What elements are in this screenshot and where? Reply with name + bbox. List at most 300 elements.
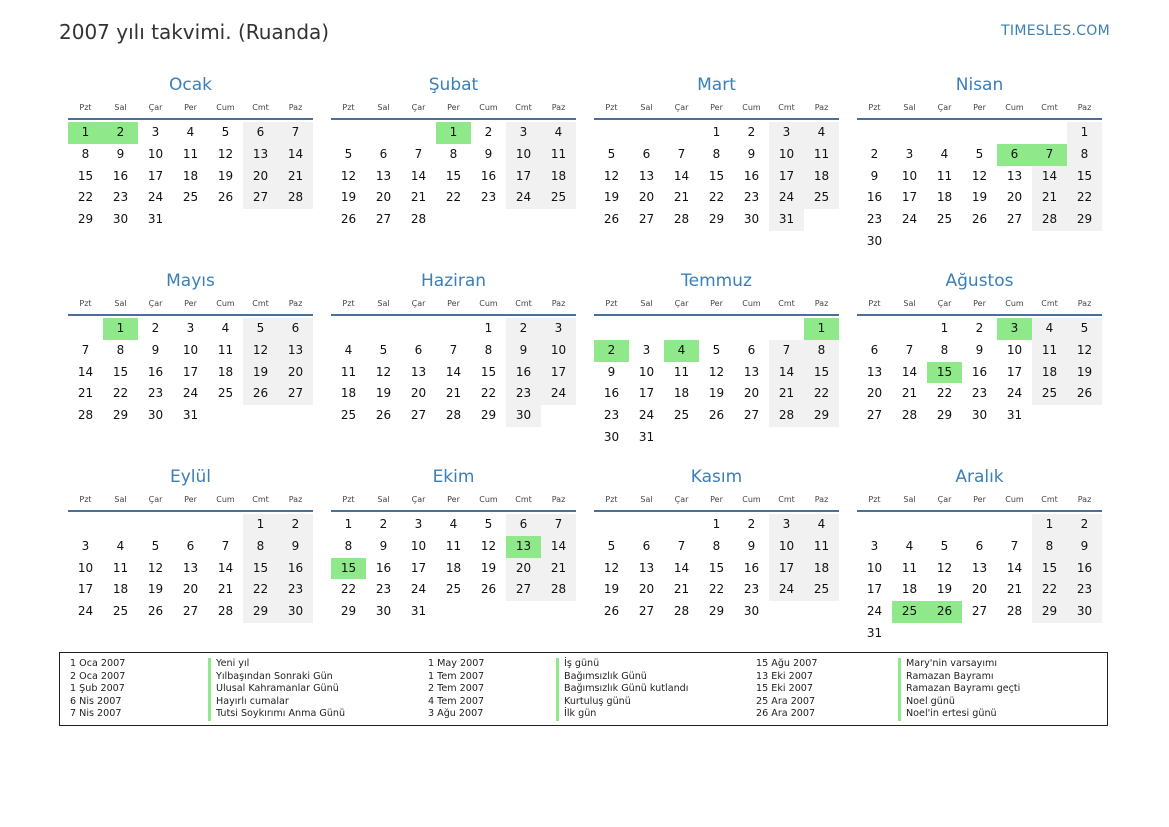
- day-cell: 2: [747, 125, 756, 139]
- day-cell: 30: [278, 601, 313, 623]
- empty-day-cell: [629, 514, 664, 536]
- holiday-name: Bağımsızlık Günü: [556, 671, 688, 684]
- empty-day-cell: [927, 122, 962, 144]
- holiday-day-cell: 2: [594, 340, 629, 362]
- day-cell: 8: [804, 340, 839, 362]
- weekday-label: Paz: [288, 103, 303, 112]
- day-cell: 5: [940, 538, 949, 553]
- day-cell: 10: [1006, 342, 1023, 357]
- day-cell: 18: [445, 560, 462, 575]
- day-cell: 21: [1032, 187, 1067, 209]
- day-cell: 7: [81, 342, 90, 357]
- holiday-name: Yeni yıl: [208, 658, 345, 671]
- day-cell: 1: [243, 514, 278, 536]
- day-cell: 19: [340, 190, 357, 205]
- weekday-label: Cum: [479, 495, 498, 504]
- weekday-label: Cmt: [515, 495, 532, 504]
- holiday-day-cell: 1: [103, 318, 138, 340]
- day-cell: 3: [642, 342, 651, 357]
- day-cell: 22: [340, 582, 357, 597]
- day-cell: 25: [804, 579, 839, 601]
- day-cell: 16: [147, 364, 164, 379]
- holiday-name: İş günü: [556, 658, 688, 671]
- day-cell: 27: [243, 187, 278, 209]
- weekday-label: Cum: [216, 103, 235, 112]
- day-cell: 8: [81, 146, 90, 161]
- holiday-date: 2 Tem 2007: [428, 683, 485, 695]
- day-cell: 14: [673, 168, 690, 183]
- day-cell: 5: [221, 125, 230, 139]
- day-cell: 11: [217, 342, 234, 357]
- weekday-header: [594, 293, 839, 316]
- day-cell: 19: [603, 190, 620, 205]
- weekday-label: Pzt: [79, 103, 92, 112]
- holiday-date: 3 Ağu 2007: [428, 708, 484, 720]
- weekday-label: Cum: [479, 103, 498, 112]
- day-cell: 27: [410, 408, 427, 423]
- weekday-label: Per: [447, 495, 460, 504]
- weekday-label: Cum: [479, 299, 498, 308]
- holiday-date: 1 May 2007: [428, 658, 485, 669]
- day-cell: 12: [603, 560, 620, 575]
- day-cell: 6: [747, 342, 756, 357]
- day-cell: 18: [804, 166, 839, 188]
- day-cell: 27: [278, 383, 313, 405]
- day-cell: 20: [866, 386, 883, 401]
- weekday-label: Pzt: [342, 103, 355, 112]
- day-cell: 15: [77, 168, 94, 183]
- day-cell: 10: [541, 340, 576, 362]
- day-cell: 12: [480, 538, 497, 553]
- weekday-label: Cmt: [1041, 299, 1058, 308]
- day-cell: 27: [638, 212, 655, 227]
- day-cell: 23: [1067, 579, 1102, 601]
- day-cell: 6: [414, 342, 423, 357]
- weekday-label: Sal: [114, 103, 127, 112]
- holiday-date: 15 Ağu 2007: [756, 658, 818, 669]
- empty-day-cell: [436, 318, 471, 340]
- day-cell: 30: [375, 604, 392, 619]
- day-cell: 11: [804, 144, 839, 166]
- day-cell: 9: [975, 342, 984, 357]
- day-cell: 6: [506, 514, 541, 536]
- day-cell: 3: [414, 517, 423, 531]
- day-cell: 20: [638, 190, 655, 205]
- weekday-label: Çar: [411, 103, 426, 112]
- empty-day-cell: [68, 514, 103, 536]
- month-calendar: [594, 73, 839, 253]
- legend-name-column: [898, 658, 1020, 721]
- day-cell: 19: [375, 386, 392, 401]
- holiday-day-cell: 26: [927, 601, 962, 623]
- empty-day-cell: [331, 122, 366, 144]
- day-cell: 5: [344, 146, 353, 161]
- day-cell: 1: [344, 517, 353, 531]
- day-cell: 23: [866, 212, 883, 227]
- day-cell: 8: [449, 146, 458, 161]
- holiday-date: 1 Tem 2007: [428, 670, 485, 682]
- day-cell: 28: [1032, 209, 1067, 231]
- day-cell: 11: [340, 364, 357, 379]
- day-cell: 5: [712, 342, 721, 357]
- day-cell: 17: [1006, 364, 1023, 379]
- empty-day-cell: [594, 318, 629, 340]
- day-cell: 15: [243, 558, 278, 580]
- weekday-label: Per: [710, 103, 723, 112]
- day-cell: 22: [936, 386, 953, 401]
- weekday-label: Sal: [377, 103, 390, 112]
- empty-day-cell: [892, 514, 927, 536]
- day-cell: 13: [182, 560, 199, 575]
- day-cell: 6: [642, 146, 651, 161]
- day-cell: 14: [410, 168, 427, 183]
- day-cell: 13: [971, 560, 988, 575]
- holiday-name: Ramazan Bayramı: [898, 671, 1020, 684]
- day-cell: 15: [708, 168, 725, 183]
- day-cell: 8: [712, 538, 721, 553]
- day-cell: 10: [866, 560, 883, 575]
- holiday-name: Ramazan Bayramı geçti: [898, 683, 1020, 696]
- day-cell: 24: [541, 383, 576, 405]
- day-cell: 18: [182, 168, 199, 183]
- day-cell: 25: [804, 187, 839, 209]
- day-cell: 19: [243, 362, 278, 384]
- brand-link[interactable]: TIMESLES.COM: [1001, 23, 1110, 39]
- day-cell: 20: [1006, 190, 1023, 205]
- day-cell: 9: [379, 538, 388, 553]
- day-cell: 30: [971, 408, 988, 423]
- day-cell: 23: [112, 190, 129, 205]
- day-cell: 25: [445, 582, 462, 597]
- day-cell: 11: [936, 168, 953, 183]
- weekday-label: Sal: [114, 495, 127, 504]
- day-cell: 3: [186, 321, 195, 335]
- day-cell: 24: [866, 604, 883, 619]
- month-name: Eylül: [169, 467, 212, 487]
- day-cell: 20: [506, 558, 541, 580]
- day-cell: 22: [77, 190, 94, 205]
- day-cell: 18: [804, 558, 839, 580]
- day-cell: 23: [278, 579, 313, 601]
- empty-day-cell: [138, 514, 173, 536]
- day-cell: 29: [708, 604, 725, 619]
- day-cell: 29: [243, 601, 278, 623]
- weekday-label: Cum: [216, 299, 235, 308]
- day-cell: 9: [506, 340, 541, 362]
- weekday-label: Sal: [640, 495, 653, 504]
- day-cell: 9: [484, 146, 493, 161]
- day-cell: 29: [1032, 601, 1067, 623]
- day-cell: 18: [673, 386, 690, 401]
- day-cell: 1: [712, 517, 721, 531]
- day-cell: 21: [1006, 582, 1023, 597]
- day-cell: 26: [147, 604, 164, 619]
- weekday-label: Pzt: [79, 495, 92, 504]
- day-cell: 22: [804, 383, 839, 405]
- day-cell: 11: [112, 560, 129, 575]
- day-cell: 14: [445, 364, 462, 379]
- day-cell: 8: [484, 342, 493, 357]
- holiday-day-cell: 3: [997, 318, 1032, 340]
- day-cell: 1: [1067, 122, 1102, 144]
- day-cell: 26: [603, 212, 620, 227]
- day-cell: 15: [445, 168, 462, 183]
- day-cell: 22: [480, 386, 497, 401]
- day-cell: 1: [940, 321, 949, 335]
- day-cell: 26: [971, 212, 988, 227]
- day-cell: 12: [708, 364, 725, 379]
- day-cell: 3: [81, 538, 90, 553]
- empty-day-cell: [664, 318, 699, 340]
- day-cell: 21: [278, 166, 313, 188]
- day-cell: 21: [541, 558, 576, 580]
- day-cell: 14: [901, 364, 918, 379]
- day-cell: 15: [112, 364, 129, 379]
- weekday-label: Pzt: [342, 299, 355, 308]
- day-cell: 13: [410, 364, 427, 379]
- day-cell: 29: [804, 405, 839, 427]
- month-calendar: [857, 73, 1102, 253]
- day-cell: 16: [603, 386, 620, 401]
- day-cell: 22: [1032, 579, 1067, 601]
- holiday-date: 26 Ara 2007: [756, 708, 816, 720]
- day-cell: 7: [677, 538, 686, 553]
- day-cell: 13: [375, 168, 392, 183]
- holiday-day-cell: 6: [997, 144, 1032, 166]
- month-name: Mart: [697, 75, 736, 95]
- days-grid: [857, 318, 1102, 427]
- days-grid: [331, 122, 576, 231]
- day-cell: 6: [642, 538, 651, 553]
- weekday-label: Cum: [1005, 103, 1024, 112]
- day-cell: 17: [866, 582, 883, 597]
- day-cell: 19: [1067, 362, 1102, 384]
- holiday-name: Kurtuluş günü: [556, 696, 688, 709]
- day-cell: 5: [379, 342, 388, 357]
- day-cell: 24: [77, 604, 94, 619]
- legend-date-column: [428, 658, 484, 721]
- day-cell: 17: [410, 560, 427, 575]
- day-cell: 21: [901, 386, 918, 401]
- legend-name-column: [556, 658, 688, 721]
- day-cell: 23: [506, 383, 541, 405]
- day-cell: 18: [541, 166, 576, 188]
- day-cell: 16: [480, 168, 497, 183]
- day-cell: 24: [901, 212, 918, 227]
- day-cell: 21: [445, 386, 462, 401]
- day-cell: 29: [112, 408, 129, 423]
- empty-day-cell: [962, 122, 997, 144]
- weekday-label: Per: [447, 299, 460, 308]
- day-cell: 12: [217, 146, 234, 161]
- day-cell: 3: [769, 122, 804, 144]
- day-cell: 2: [975, 321, 984, 335]
- holiday-day-cell: 1: [804, 318, 839, 340]
- empty-day-cell: [664, 514, 699, 536]
- day-cell: 14: [217, 560, 234, 575]
- day-cell: 12: [971, 168, 988, 183]
- day-cell: 23: [971, 386, 988, 401]
- day-cell: 6: [278, 318, 313, 340]
- empty-day-cell: [857, 122, 892, 144]
- weekday-label: Sal: [640, 299, 653, 308]
- day-cell: 24: [1006, 386, 1023, 401]
- day-cell: 7: [221, 538, 230, 553]
- day-cell: 8: [116, 342, 125, 357]
- day-cell: 29: [77, 212, 94, 227]
- day-cell: 23: [480, 190, 497, 205]
- day-cell: 22: [112, 386, 129, 401]
- legend-date-column: [70, 658, 125, 721]
- day-cell: 13: [638, 168, 655, 183]
- day-cell: 11: [673, 364, 690, 379]
- empty-day-cell: [962, 514, 997, 536]
- day-cell: 20: [182, 582, 199, 597]
- holiday-name: Noel'in ertesi günü: [898, 708, 1020, 721]
- day-cell: 14: [1032, 166, 1067, 188]
- day-cell: 29: [1067, 209, 1102, 231]
- weekday-label: Sal: [640, 103, 653, 112]
- day-cell: 23: [603, 408, 620, 423]
- day-cell: 25: [673, 408, 690, 423]
- day-cell: 18: [340, 386, 357, 401]
- weekday-label: Pzt: [868, 299, 881, 308]
- day-cell: 9: [747, 538, 756, 553]
- day-cell: 3: [769, 514, 804, 536]
- day-cell: 6: [870, 342, 879, 357]
- day-cell: 7: [905, 342, 914, 357]
- day-cell: 10: [769, 536, 804, 558]
- weekday-label: Çar: [148, 495, 163, 504]
- weekday-label: Paz: [551, 299, 566, 308]
- empty-day-cell: [664, 122, 699, 144]
- day-cell: 19: [708, 386, 725, 401]
- days-grid: [331, 318, 576, 427]
- day-cell: 2: [484, 125, 493, 139]
- day-cell: 9: [1067, 536, 1102, 558]
- day-cell: 19: [971, 190, 988, 205]
- day-cell: 17: [901, 190, 918, 205]
- weekday-label: Cum: [1005, 299, 1024, 308]
- day-cell: 8: [1067, 144, 1102, 166]
- weekday-label: Paz: [814, 103, 829, 112]
- weekday-label: Per: [184, 103, 197, 112]
- day-cell: 24: [769, 579, 804, 601]
- weekday-label: Paz: [1077, 299, 1092, 308]
- day-cell: 16: [506, 362, 541, 384]
- empty-day-cell: [857, 318, 892, 340]
- calendar-grid: [68, 73, 1102, 645]
- month-name: Şubat: [428, 75, 479, 95]
- holiday-day-cell: 4: [664, 340, 699, 362]
- empty-day-cell: [892, 318, 927, 340]
- empty-day-cell: [734, 318, 769, 340]
- day-cell: 26: [217, 190, 234, 205]
- day-cell: 10: [410, 538, 427, 553]
- day-cell: 23: [743, 190, 760, 205]
- weekday-label: Cmt: [1041, 495, 1058, 504]
- day-cell: 6: [975, 538, 984, 553]
- day-cell: 22: [708, 582, 725, 597]
- day-cell: 5: [151, 538, 160, 553]
- day-cell: 21: [77, 386, 94, 401]
- legend-name-column: [208, 658, 345, 721]
- day-cell: 14: [278, 144, 313, 166]
- day-cell: 10: [769, 144, 804, 166]
- weekday-header: [68, 489, 313, 512]
- day-cell: 30: [1067, 601, 1102, 623]
- day-cell: 17: [506, 166, 541, 188]
- day-cell: 15: [1032, 558, 1067, 580]
- day-cell: 29: [480, 408, 497, 423]
- holiday-date: 2 Oca 2007: [70, 670, 126, 682]
- day-cell: 2: [1067, 514, 1102, 536]
- day-cell: 2: [278, 514, 313, 536]
- month-calendar: [331, 465, 576, 645]
- day-cell: 19: [936, 582, 953, 597]
- day-cell: 11: [1032, 340, 1067, 362]
- day-cell: 3: [541, 318, 576, 340]
- day-cell: 14: [541, 536, 576, 558]
- day-cell: 30: [112, 212, 129, 227]
- weekday-label: Cum: [742, 299, 761, 308]
- empty-day-cell: [401, 122, 436, 144]
- day-cell: 7: [449, 342, 458, 357]
- holiday-name: İlk gün: [556, 708, 688, 721]
- day-cell: 19: [147, 582, 164, 597]
- day-cell: 12: [936, 560, 953, 575]
- day-cell: 30: [147, 408, 164, 423]
- weekday-header: [331, 489, 576, 512]
- weekday-label: Sal: [114, 299, 127, 308]
- empty-day-cell: [331, 318, 366, 340]
- weekday-label: Cmt: [252, 103, 269, 112]
- day-cell: 30: [743, 604, 760, 619]
- day-cell: 11: [901, 560, 918, 575]
- weekday-label: Cum: [1005, 495, 1024, 504]
- empty-day-cell: [103, 514, 138, 536]
- day-cell: 5: [1067, 318, 1102, 340]
- holiday-name: Mary'nin varsayımı: [898, 658, 1020, 671]
- holiday-day-cell: 1: [436, 122, 471, 144]
- weekday-header: [594, 489, 839, 512]
- day-cell: 26: [708, 408, 725, 423]
- holiday-date: 1 Oca 2007: [70, 658, 126, 669]
- month-name: Ocak: [169, 75, 212, 95]
- days-grid: [594, 122, 839, 231]
- day-cell: 7: [278, 122, 313, 144]
- day-cell: 13: [866, 364, 883, 379]
- holiday-name: Noel günü: [898, 696, 1020, 709]
- day-cell: 11: [804, 536, 839, 558]
- day-cell: 2: [747, 517, 756, 531]
- day-cell: 26: [603, 604, 620, 619]
- empty-day-cell: [68, 318, 103, 340]
- day-cell: 21: [673, 190, 690, 205]
- day-cell: 26: [1067, 383, 1102, 405]
- month-calendar: [594, 465, 839, 645]
- day-cell: 10: [638, 364, 655, 379]
- holiday-name: Tutsi Soykırımı Anma Günü: [208, 708, 345, 721]
- month-name: Kasım: [690, 467, 743, 487]
- day-cell: 28: [673, 212, 690, 227]
- day-cell: 16: [278, 558, 313, 580]
- legend-date-column: [756, 658, 817, 721]
- day-cell: 18: [1032, 362, 1067, 384]
- days-grid: [68, 318, 313, 427]
- days-grid: [68, 514, 313, 623]
- empty-day-cell: [629, 318, 664, 340]
